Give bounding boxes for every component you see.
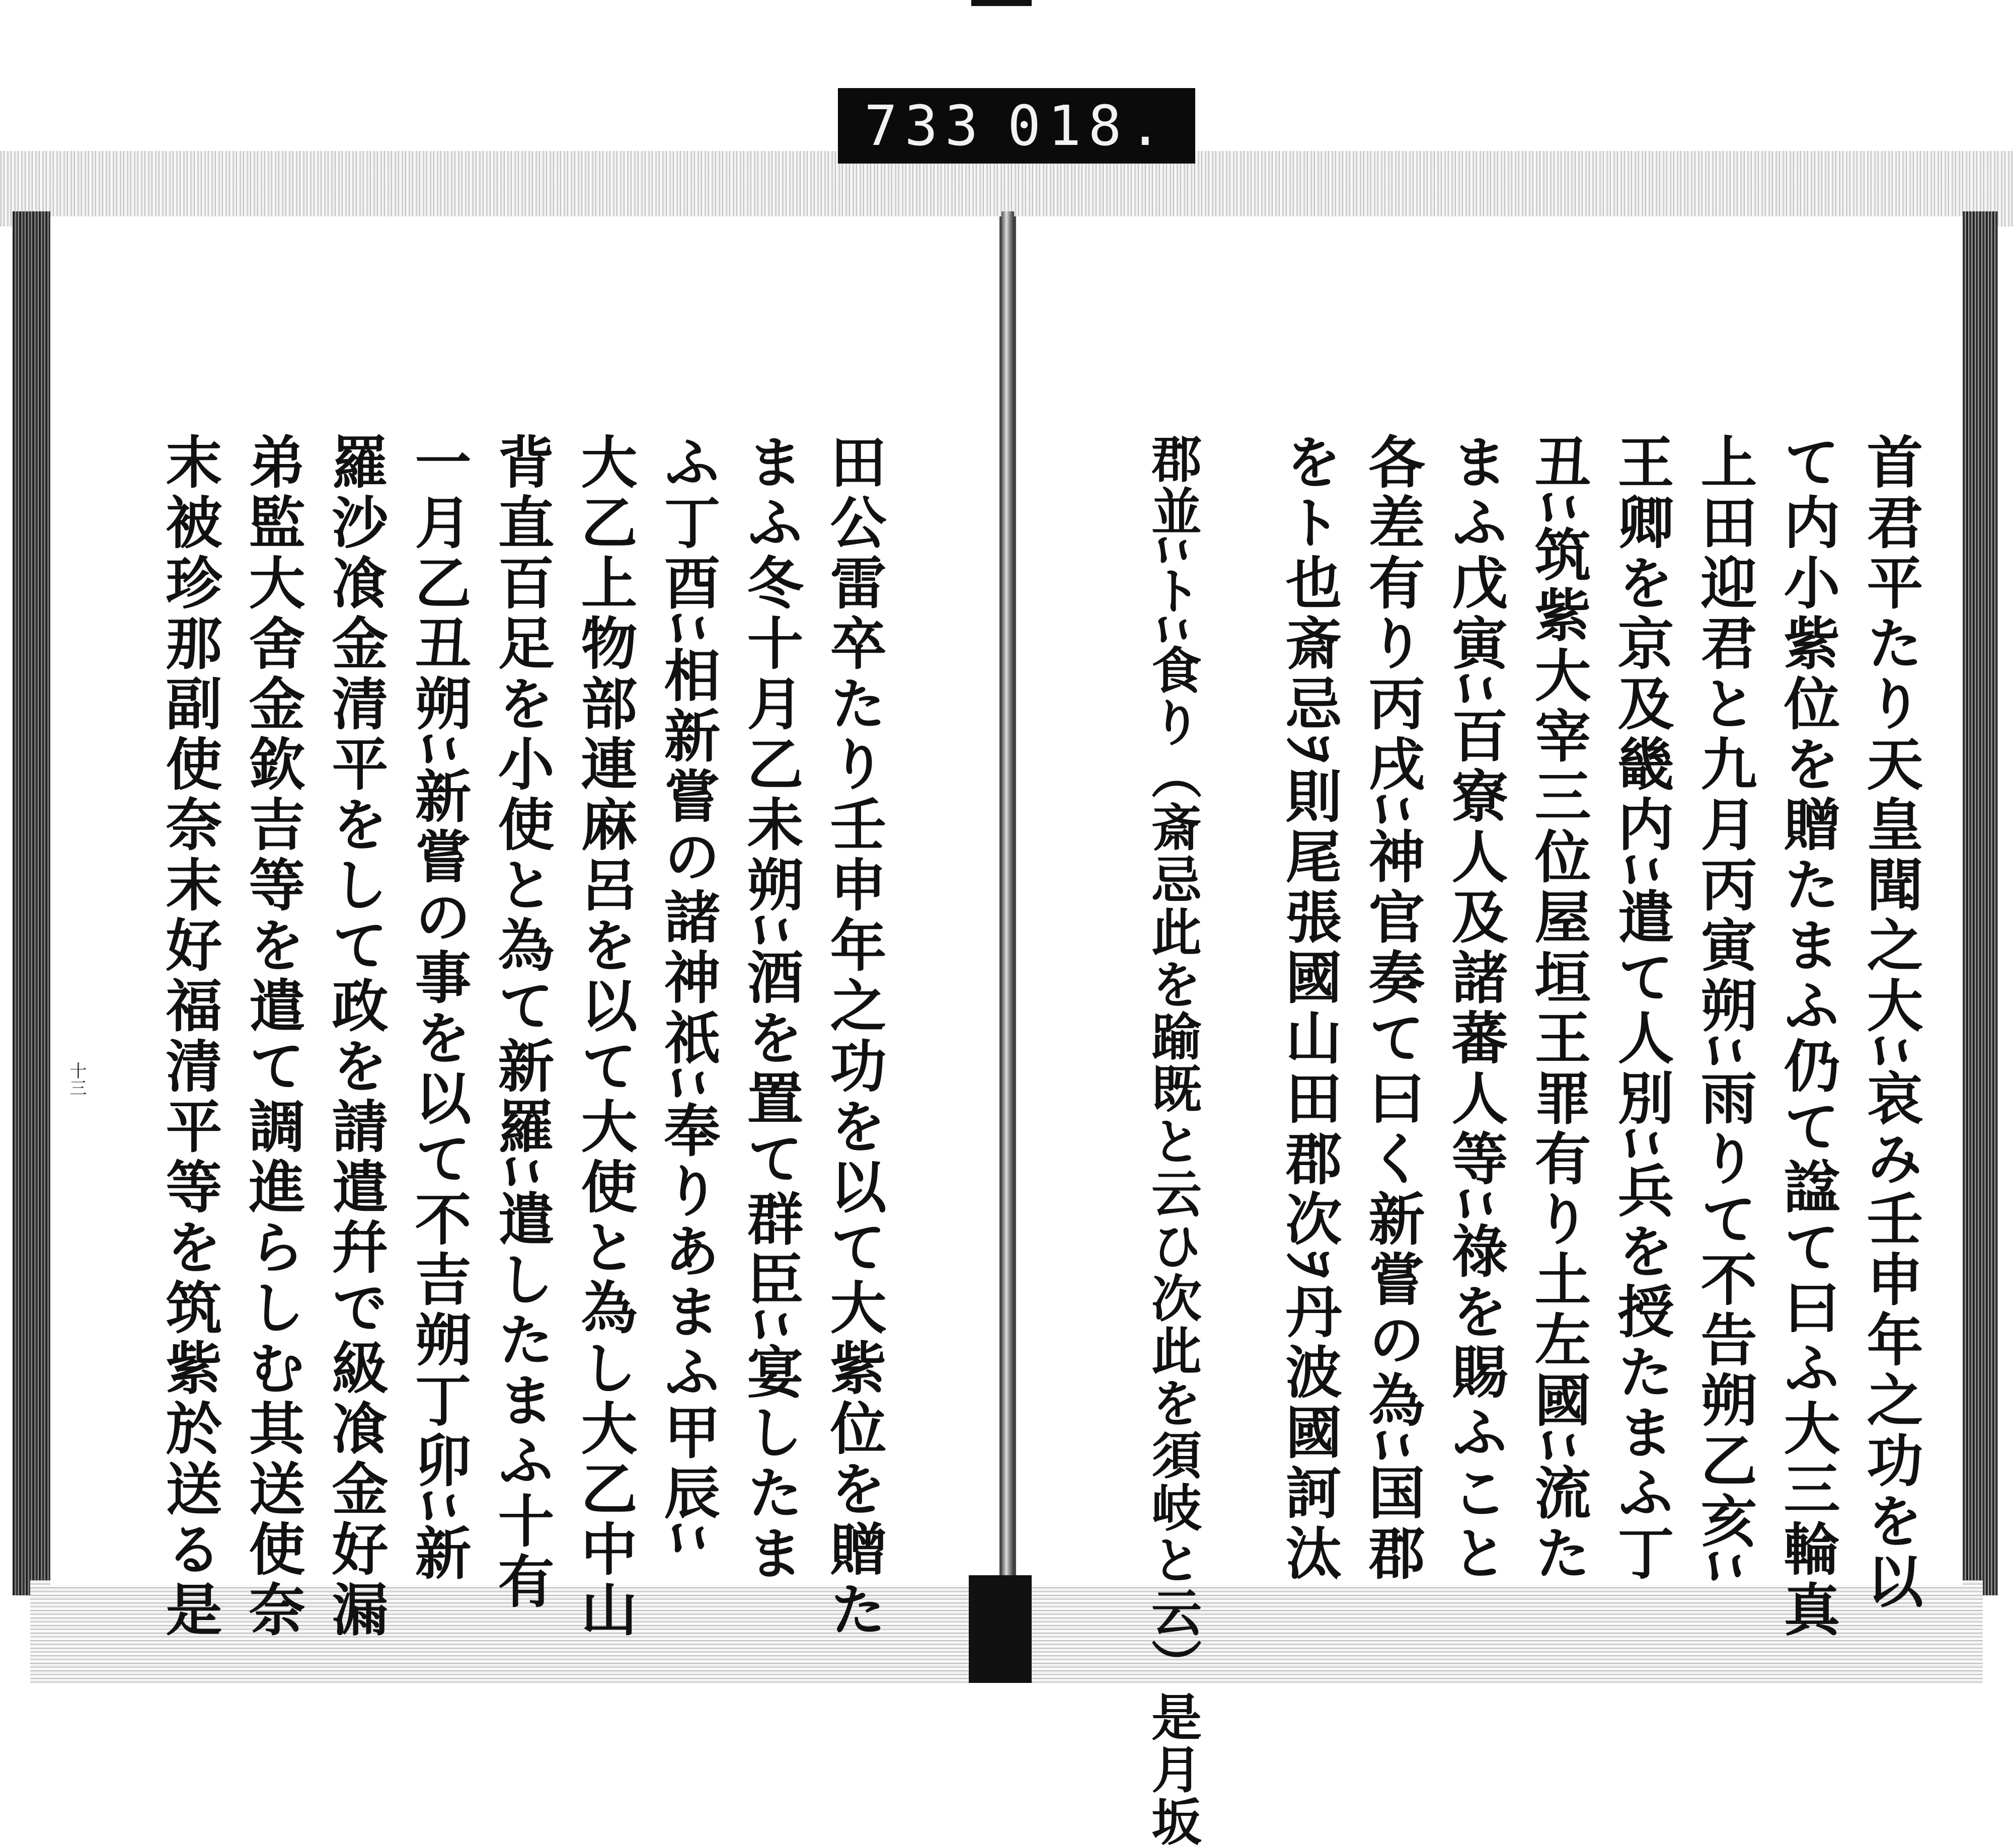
- left-page-column: 大乙上物部連麻呂を以て大使と為し大乙中山: [572, 433, 638, 1641]
- right-page-column: 各差有り丙戌ﾆ神官奏て曰く新嘗の為ﾆ国郡: [1359, 433, 1425, 1584]
- frame-number-left: 733: [864, 94, 985, 158]
- page-number: 十三: [66, 1062, 87, 1096]
- book-gutter: [1001, 211, 1014, 1600]
- bottom-tab: [969, 1575, 1032, 1683]
- left-page-column: まふ冬十月乙未朔ﾆ酒を置て群臣ﾆ宴したま: [738, 433, 804, 1584]
- frame-number-right: 018.: [1007, 94, 1169, 158]
- right-page-column: 王卿を京及畿内ﾆ遣て人別ﾆ兵を授たまふ丁: [1608, 433, 1674, 1584]
- right-page-column: をト也斎忌ｦ則尾張國山田郡次ｦ丹波國訶汰: [1276, 433, 1342, 1584]
- frame-label: [838, 88, 1195, 164]
- left-page-column: 田公雷卒たり壬申年之功を以て大紫位を贈た: [821, 433, 887, 1641]
- right-page-column: て内小紫位を贈たまふ仍て諡て曰ふ大三輪真: [1774, 433, 1840, 1641]
- right-page-column: 首君平たり天皇聞之大ﾆ哀み壬申年之功を以: [1857, 433, 1923, 1612]
- left-page-column: 背直百足を小使と為て新羅ﾆ遣したまふ十有: [489, 433, 555, 1612]
- left-page-column: 弟監大舍金欽吉等を遣て調進らしむ其送使奈: [240, 433, 305, 1641]
- book-edge-left: [13, 211, 50, 1595]
- book-edge-right: [1963, 211, 1998, 1595]
- right-page-column: 郡並ﾆトﾆ食り（斎忌此を踰既と云ひ次此を須岐と云）是月坂: [1143, 433, 1202, 1848]
- left-page-column: 羅沙飡金清平をして政を請遣幷で級飡金好漏: [323, 433, 389, 1641]
- right-page-column: 上田迎君と九月丙寅朔ﾆ雨りて不告朔乙亥ﾆ: [1691, 433, 1757, 1584]
- top-tab: [971, 0, 1032, 6]
- right-page-column: まふ戊寅ﾆ百寮人及諸蕃人等ﾆ祿を賜ふこと: [1442, 433, 1508, 1584]
- left-page-column: 末被珍那副使奈末好福清平等を筑紫於送る是: [157, 433, 222, 1641]
- left-page-column: 一月乙丑朔ﾆ新嘗の事を以て不吉朔丁卯ﾆ新: [406, 433, 472, 1584]
- right-page-column: 丑ﾆ筑紫大宰三位屋垣王罪有り土左國ﾆ流た: [1525, 433, 1591, 1584]
- left-page-column: ふ丁酉ﾆ相新嘗の諸神祇ﾆ奉りあまふ甲辰ﾆ: [655, 433, 721, 1556]
